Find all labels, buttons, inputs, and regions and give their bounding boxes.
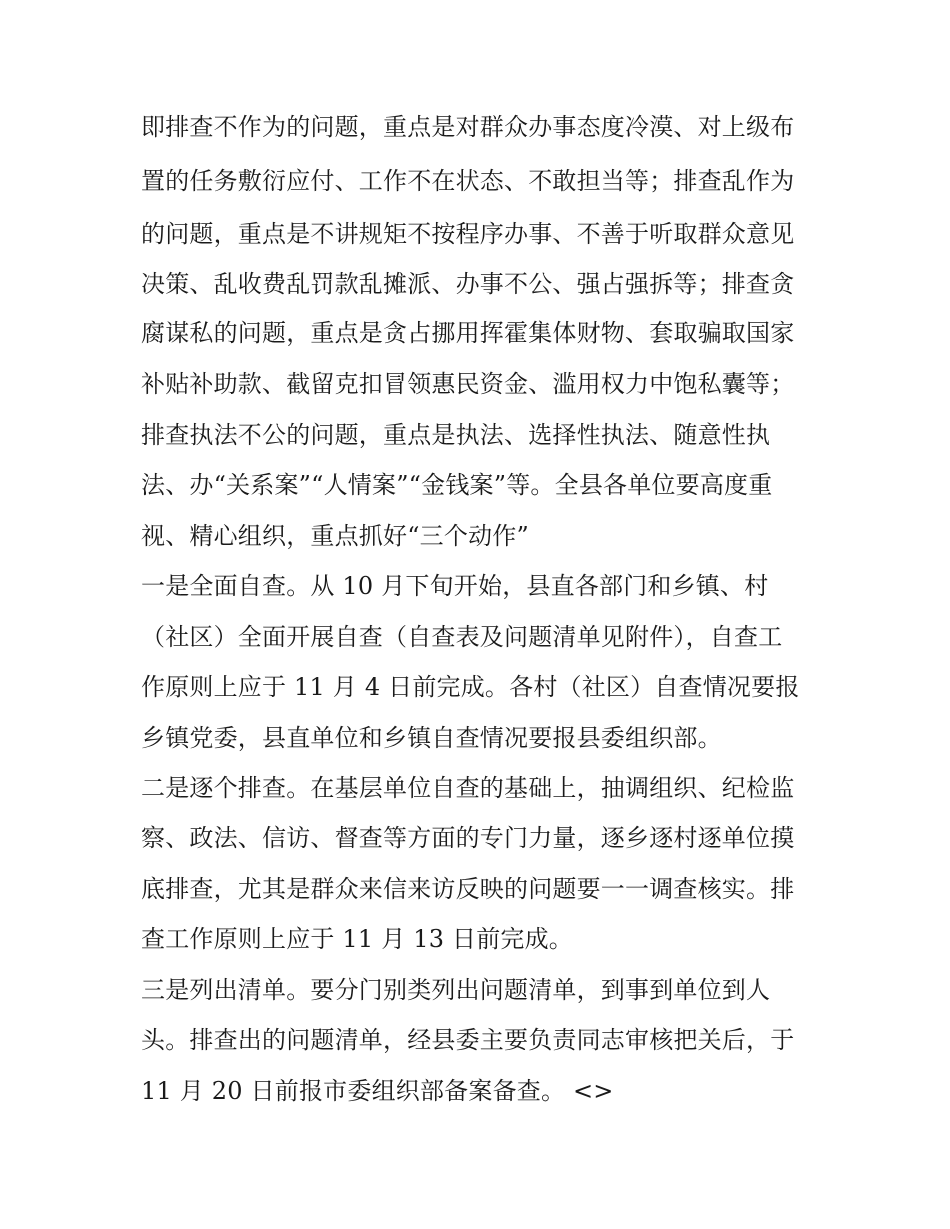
text-line-7: 排查执法不公的问题，重点是执法、选择性执法、随意性执: [141, 421, 771, 449]
text-line-17: 查工作原则上应于 11 月 13 日前完成。: [141, 925, 573, 953]
text-line-6: 补贴补助款、截留克扣冒领惠民资金、滥用权力中饱私囊等；: [141, 370, 795, 398]
text-line-14: 二是逐个排查。在基层单位自查的基础上，抽调组织、纪检监: [141, 774, 795, 802]
text-line-4: 决策、乱收费乱罚款乱摊派、办事不公、强占强拆等；排查贪: [141, 270, 795, 298]
text-line-5: 腐谋私的问题，重点是贪占挪用挥霍集体财物、套取骗取国家: [141, 319, 795, 347]
text-line-20: 11 月 20 日前报市委组织部备案备查。 <>: [141, 1077, 614, 1105]
text-line-11: （社区）全面开展自查（自查表及问题清单见附件），自查工: [141, 623, 783, 651]
text-line-1: 即排查不作为的问题，重点是对群众办事态度冷漠、对上级布: [141, 113, 795, 141]
text-line-19: 头。排查出的问题清单，经县委主要负责同志审核把关后，于: [141, 1026, 795, 1054]
text-line-3: 的问题，重点是不讲规矩不按程序办事、不善于听取群众意见: [141, 220, 795, 248]
text-line-16: 底排查，尤其是群众来信来访反映的问题要一一调查核实。排: [141, 875, 795, 903]
text-line-2: 置的任务敷衍应付、工作不在状态、不敢担当等；排查乱作为: [141, 167, 795, 195]
text-line-10: 一是全面自查。从 10 月下旬开始，县直各部门和乡镇、村: [141, 572, 769, 600]
text-line-13: 乡镇党委，县直单位和乡镇自查情况要报县委组织部。: [141, 724, 722, 752]
text-line-9: 视、精心组织，重点抓好“三个动作”: [141, 522, 529, 550]
text-line-12: 作原则上应于 11 月 4 日前完成。各村（社区）自查情况要报: [141, 673, 800, 701]
text-line-18: 三是列出清单。要分门别类列出问题清单，到事到单位到人: [141, 976, 771, 1004]
text-line-8: 法、办“关系案”“人情案”“金钱案”等。全县各单位要高度重: [141, 471, 773, 499]
text-line-15: 察、政法、信访、督查等方面的专门力量，逐乡逐村逐单位摸: [141, 824, 795, 852]
